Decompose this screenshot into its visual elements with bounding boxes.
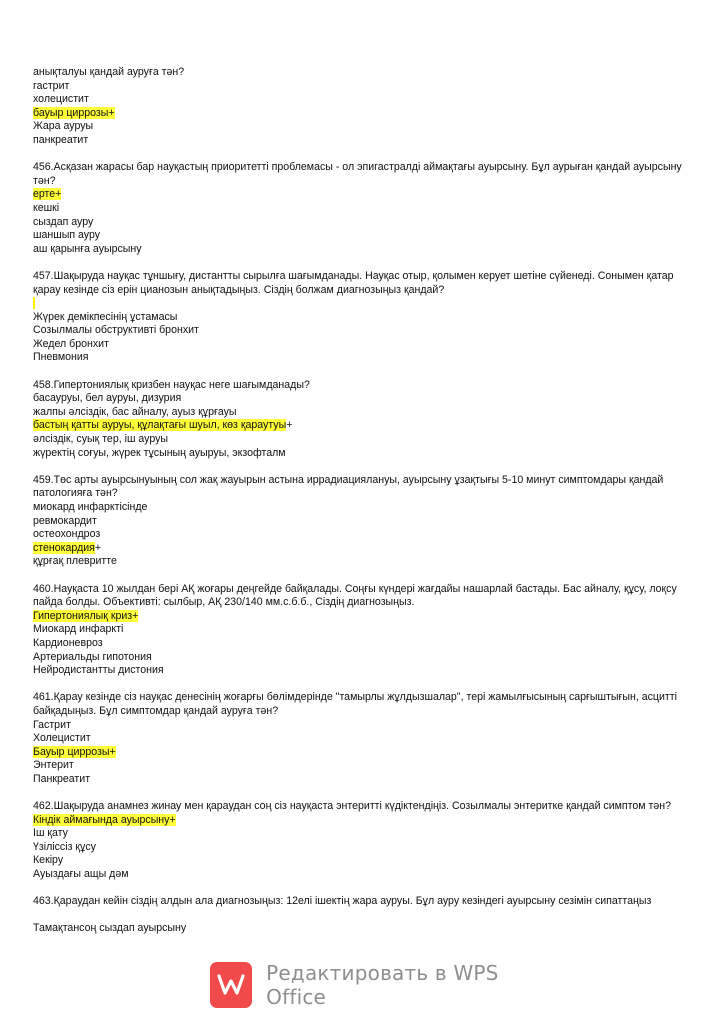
answer-462-5: Ауыздағы ащы дәм	[33, 868, 129, 881]
answer-460-5: Нейродистантты дистония	[33, 664, 164, 677]
question-455-end: анықталуы қандай ауруға тән?	[33, 66, 185, 78]
answer-457-3: Жедел бронхит	[33, 337, 109, 350]
question-463: 463.Қараудан кейін сіздің алдын ала диагнозыңыз: 12елі ішектің жара ауруы. Бұл ауру кезіндегі ауырсыну сезімін сипаттаңыз	[33, 895, 652, 908]
question-460: 460.Науқаста 10 жылдан бері АҚ жоғары деңгейде байқалады. Соңғы күндері жағдайы нашарлай бастады. Бас айналу, құсу, лоқсу пайда болды. Объективті: сылбыр, АҚ 230/140 мм.с.б.б., Сіздің диагнозыңыз.	[33, 582, 677, 609]
answer-455-1: гастрит	[33, 79, 70, 92]
answer-458-4: әлсіздік, суық тер, іш ауруы	[33, 433, 169, 446]
answer-461-4: Энтерит	[33, 759, 74, 772]
answer-455-4: Жара ауруы	[33, 120, 94, 133]
question-457: 457.Шақыруда науқас тұншығу, дистантты сырылға шағымданады. Науқас отыр, қолымен керует шетіне сүйенеді. Сонымен қатар қарау кезінде сіз ерін цианозын анықтадыңыз. Сіздің болжам диагнозыңыз қандай?	[33, 269, 674, 296]
answer-455-5: панкреатит	[33, 133, 89, 146]
answer-460-3: Кардионевроз	[33, 636, 103, 649]
answer-462-1-correct: Кіндік аймағында ауырсыну+	[33, 813, 176, 826]
answer-458-3-correct: бастың қатты ауруы, құлақтағы шуыл, көз қараутуы+	[33, 419, 293, 432]
answer-463-1: Тамақтансоң сыздап ауырсыну	[33, 922, 187, 935]
answer-459-3: остеохондроз	[33, 528, 101, 541]
question-461: 461.Қарау кезінде сіз науқас денесінің жоғарғы бөлімдерінде "тамырлы жұлдызшалар", тері жамылғысының сарғыштығын, асцитті байқадыңыз. Бұл симптомдар қандай ауруға тән?	[33, 691, 677, 717]
answer-458-2: жалпы әлсіздік, бас айналу, ауыз құрғауы	[33, 405, 237, 418]
answer-457-2: Созылмалы обструктивті бронхит	[33, 324, 199, 337]
answer-461-2: Холецистит	[33, 732, 91, 745]
answer-456-3: сыздап ауру	[33, 215, 94, 228]
question-456: 456.Асқазан жарасы бар науқастың приоритетті проблемасы - ол эпигастралді аймақтағы ауырсыну. Бұл аурыған қандай ауырсыну тән?	[33, 161, 682, 187]
text-cursor-mark	[33, 297, 35, 309]
answer-455-3-correct: бауыр циррозы+	[33, 106, 115, 119]
answer-461-1: Гастрит	[33, 718, 71, 731]
empty-highlight-line	[33, 297, 698, 311]
answer-457-4: Пневмония	[33, 351, 89, 364]
answer-459-1: миокард инфарктісінде	[33, 501, 148, 513]
question-462: 462.Шақыруда анамнез жинау мен қараудан соң сіз науқаста энтеритті күдіктендіңіз. Созылмалы энтеритке қандай симптом тән?	[33, 800, 672, 813]
answer-460-4: Артериальды гипотония	[33, 650, 152, 663]
document-page	[33, 66, 698, 936]
answer-456-1-correct: ерте+	[33, 188, 62, 201]
answer-458-1: басауруы, бел ауруы, дизурия	[33, 392, 182, 405]
answer-462-3: Үзіліссіз құсу	[33, 840, 96, 853]
answer-461-3-correct: Бауыр циррозы+	[33, 745, 116, 758]
wps-edit-label: Редактировать в WPS Office	[266, 961, 499, 1009]
wps-edit-watermark[interactable]	[210, 962, 540, 1008]
wps-logo-icon	[210, 962, 252, 1008]
answer-462-2: Іш қату	[33, 827, 68, 840]
answer-459-2: ревмокардит	[33, 514, 97, 527]
question-458: 458.Гипертониялық кризбен науқас неге шағымданады?	[33, 378, 310, 391]
answer-456-4: шаншып ауру	[33, 229, 101, 242]
answer-461-5: Панкреатит	[33, 772, 91, 785]
answer-456-5: аш қарынға ауырсыну	[33, 242, 142, 255]
answer-459-4-correct: стенокардия+	[33, 541, 102, 554]
question-459: 459.Төс арты ауырсынуының сол жақ жауырын астына иррадиациялануы, ауырсыну ұзақтығы 5-10 минут симптомдары қандай патологияға тән?	[33, 473, 664, 500]
answer-459-5: құрғақ плевритте	[33, 555, 117, 568]
answer-458-5: жүректің соғуы, жүрек тұсының ауыруы, экзофталм	[33, 446, 286, 459]
answer-460-2: Миокард инфаркті	[33, 623, 124, 636]
answer-456-2: кешкі	[33, 201, 60, 214]
answer-462-4: Кекіру	[33, 854, 64, 867]
answer-455-2: холецистит	[33, 93, 89, 106]
answer-460-1-correct: Гипертониялық криз+	[33, 609, 139, 622]
answer-457-1: Жүрек демікпесінің ұстамасы	[33, 310, 178, 323]
